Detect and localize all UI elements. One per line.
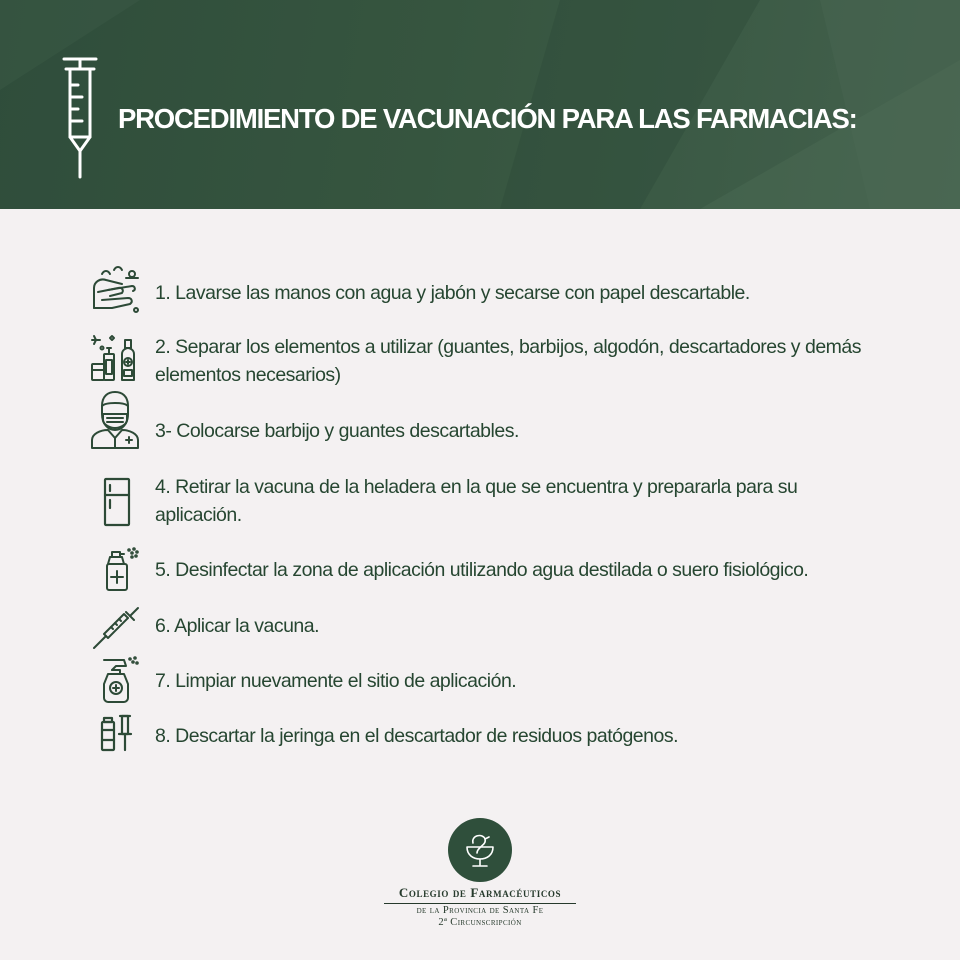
step-text: 5. Desinfectar la zona de aplicación utilizando agua destilada o suero fisiológico. xyxy=(155,559,809,581)
logo-circumscription: 2ª Circunscripción xyxy=(438,917,522,928)
step-text: 1. Lavarse las manos con agua y jabón y secarse con papel descartable. xyxy=(155,282,750,304)
supplies-bottles-icon xyxy=(88,330,142,384)
syringe-icon xyxy=(58,55,102,181)
header-banner xyxy=(0,0,960,209)
step-text: 4. Retirar la vacuna de la heladera en la que se encuentra y prepararla para su aplicación. xyxy=(155,476,798,526)
syringe-icon xyxy=(88,602,142,656)
page-title: PROCEDIMIENTO DE VACUNACIÓN PARA LAS FARMACIAS: xyxy=(118,103,857,134)
hand-washing-icon xyxy=(88,262,142,316)
logo-name: Colegio de Farmacéuticos xyxy=(398,885,562,900)
refrigerator-icon xyxy=(88,476,142,530)
pharmacy-bowl-of-hygieia-icon xyxy=(447,817,513,883)
vial-disposal-icon xyxy=(88,710,142,764)
step-text: 2. Separar los elementos a utilizar (guantes, barbijos, algodón, descartadores y demás elementos necesarios) xyxy=(155,336,861,386)
step-text: 8. Descartar la jeringa en el descartador de residuos patógenos. xyxy=(155,725,678,747)
logo-subtitle: de la Provincia de Santa Fe xyxy=(416,905,544,916)
step-text: 3- Colocarse barbijo y guantes descartables. xyxy=(155,420,519,442)
spray-bottle-icon xyxy=(88,654,142,708)
masked-doctor-icon xyxy=(88,390,142,450)
step-text: 7. Limpiar nuevamente el sitio de aplicación. xyxy=(155,670,517,692)
step-text: 6. Aplicar la vacuna. xyxy=(155,615,320,637)
disinfectant-spray-icon xyxy=(88,544,142,598)
